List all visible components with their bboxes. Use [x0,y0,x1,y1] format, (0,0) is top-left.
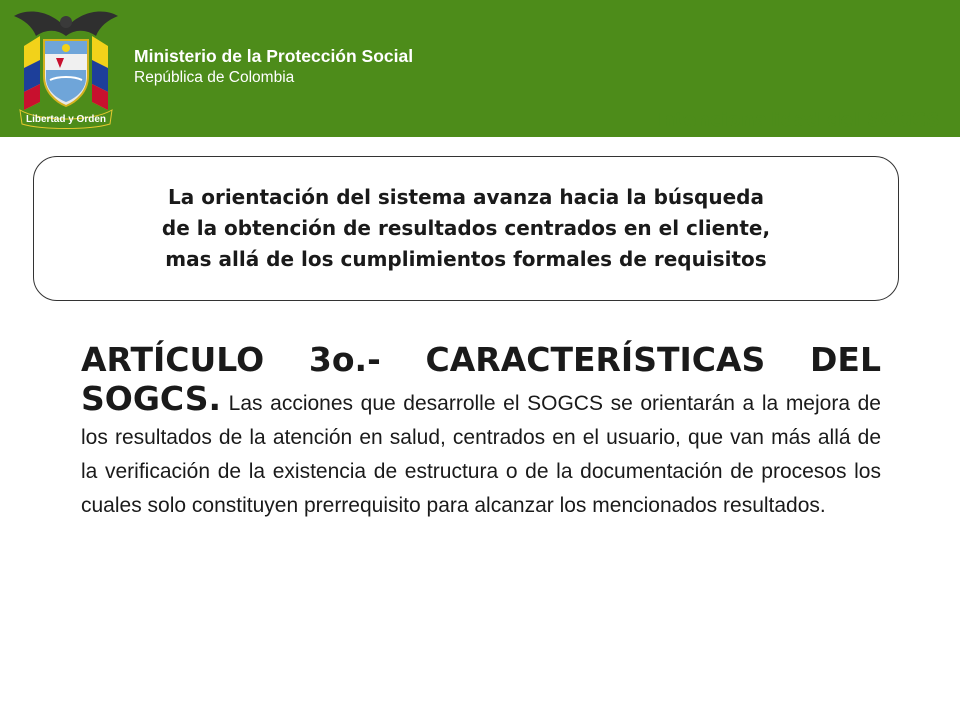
country-name: República de Colombia [134,69,295,86]
callout-box [33,156,899,301]
ministry-name: Ministerio de la Protección Social [134,46,414,66]
article-body: Las acciones que desarrolle el SOGCS se orientarán a la mejora de los resultados de la atención en salud, centrados en el usuario, que van más allá de la verificación de la existencia de estructura o de la documentación de procesos los cuales solo constituyen prerrequisito para alcanzar los mencionados resultados. [81,392,881,517]
colombia-coat-of-arms-icon [10,6,122,130]
article-paragraph [81,340,881,523]
article-heading: ARTÍCULO 3o.- CARACTERÍSTICAS DEL SOGCS. [81,340,881,418]
slide-title: Intencionalidad del SOGCS [654,109,940,131]
callout-text [162,182,770,275]
emblem-motto: Libertad y Orden [25,114,107,125]
callout-line: de la obtención de resultados centrados en el cliente, [161,216,771,240]
ministry-block [134,45,413,89]
callout-line: La orientación del sistema avanza hacia la búsqueda [168,185,764,209]
callout-line: mas allá de los cumplimientos formales de requisitos [165,247,767,271]
